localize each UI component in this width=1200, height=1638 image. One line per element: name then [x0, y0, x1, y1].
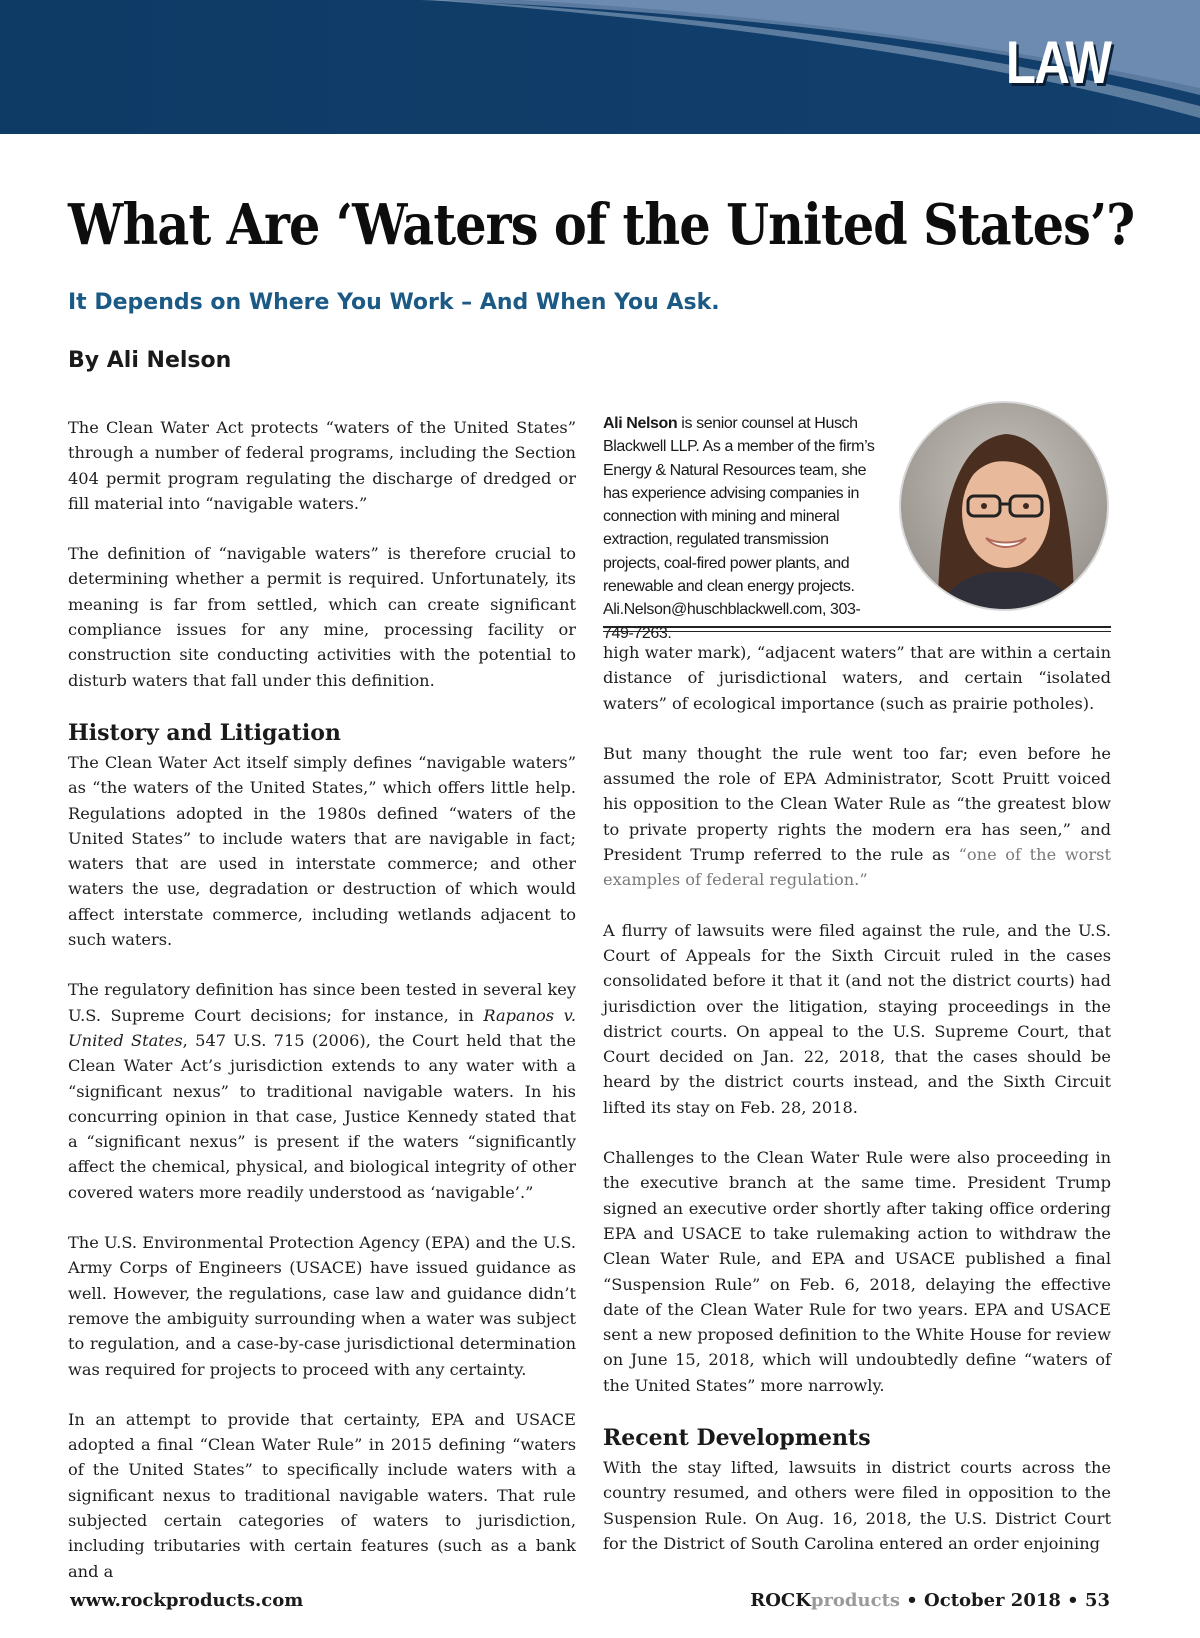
brand-products: products — [810, 1590, 901, 1611]
author-headshot — [898, 400, 1110, 612]
quote-link: “one of the worst examples of federal regulation.” — [603, 845, 1111, 890]
author-bio-text: is senior counsel at Husch Blackwell LLP. As a member of the firm’s Energy & Natural Resources team, she has experience advising companies in connection with mining and mineral extraction, regulated transmission projects, coal-fired power plants, and renewable and clean energy projects. Ali.Nelson@huschblackwell.com, 303-749-7263. — [603, 415, 875, 642]
left-column — [68, 415, 576, 1609]
paragraph: The definition of “navigable waters” is therefore crucial to determining whether a permit is required. Unfortunately, its meaning is far from settled, which can create significant compliance issues for any mine, processing facility or construction site conducting activities with the potential to disturb waters that fall under this definition. — [68, 544, 576, 690]
author-bio — [603, 412, 888, 645]
brand-rock: ROCK — [750, 1590, 811, 1611]
paragraph-rapanos — [68, 977, 576, 1205]
paragraph: A flurry of lawsuits were filed against the rule, and the U.S. Court of Appeals for the Sixth Circuit ruled in the cases consolidated before it that it (and not the district courts) had jurisdiction over the litigation, staying proceedings in the district courts. On appeal to the U.S. Supreme Court, that Court decided on Jan. 22, 2018, that the cases should be heard by the district courts instead, and the Sixth Circuit lifted its stay on Feb. 28, 2018. — [603, 920, 1111, 1117]
author-name: Ali Nelson — [603, 415, 678, 432]
paragraph: In an attempt to provide that certainty, EPA and USACE adopted a final “Clean Water Rule” in 2015 defining “waters of the United States” to specifically include waters with a significant nexus to traditional navigable waters. That rule subjected certain categories of waters to jurisdiction, including tributaries with certain features (such as a bank and a — [68, 1409, 576, 1581]
section-tag: LAW — [1005, 29, 1110, 96]
section-heading-history: History and Litigation — [68, 719, 341, 746]
text-run: , 547 U.S. 715 (2006), the Court held that the Clean Water Act’s jurisdiction extends to any water with a “significant nexus” to traditional navigable waters. In his concurring opinion in that case, Justice Kennedy stated that a “significant nexus” is present if the waters “significantly affect the chemical, physical, and biological integrity of other covered waters more readily understood as ‘navigable’.” — [68, 1030, 576, 1202]
footer-website: www.rockproducts.com — [70, 1590, 304, 1611]
footer-issue — [750, 1590, 1110, 1611]
text-run: The regulatory definition has since been tested in several key U.S. Supreme Court decisions; for instance, in — [68, 980, 576, 1025]
bio-divider-thin — [603, 631, 1111, 632]
paragraph: With the stay lifted, lawsuits in district courts across the country resumed, and others were filed in opposition to the Suspension Rule. On Aug. 16, 2018, the U.S. District Court for the District of South Carolina entered an order enjoining — [603, 1458, 1111, 1553]
issue-and-page: • October 2018 • 53 — [900, 1590, 1110, 1611]
paragraph: The U.S. Environmental Protection Agency (EPA) and the U.S. Army Corps of Engineers (USACE) have issued guidance as well. However, the regulations, case law and guidance didn’t remove the ambiguity surrounding when a water was subject to regulation, and a case-by-case jurisdictional determination was required for projects to proceed with any certainty. — [68, 1233, 576, 1379]
paragraph-pruitt — [603, 741, 1111, 893]
paragraph: high water mark), “adjacent waters” that are within a certain distance of jurisdictional waters, and certain “isolated waters” of ecological importance (such as prairie potholes). — [603, 643, 1111, 713]
article-title: What Are ‘Waters of the United States’? — [68, 192, 1135, 258]
right-column — [603, 640, 1111, 1581]
byline: By Ali Nelson — [68, 348, 232, 373]
paragraph: The Clean Water Act protects “waters of the United States” through a number of federal programs, including the Section 404 permit program regulating the discharge of dredged or fill material into “navigable waters.” — [68, 418, 576, 513]
article-subtitle: It Depends on Where You Work – And When You Ask. — [68, 290, 720, 315]
case-name: Rapanos v. United States — [68, 1005, 576, 1050]
paragraph: Challenges to the Clean Water Rule were also proceeding in the executive branch at the same time. President Trump signed an executive order shortly after taking office ordering EPA and USACE to take rulemaking action to withdraw the Clean Water Rule, and EPA and USACE published a final “Suspension Rule” on Feb. 6, 2018, delaying the effective date of the Clean Water Rule for two years. EPA and USACE sent a new proposed definition to the White House for review on June 15, 2018, which will undoubtedly define “waters of the United States” more narrowly. — [603, 1148, 1111, 1395]
bio-divider — [603, 626, 1111, 628]
paragraph: The Clean Water Act itself simply defines “navigable waters” as “the waters of the United States,” which offers little help. Regulations adopted in the 1980s defined “waters of the United States” to include waters that are navigable in fact; waters that are used in interstate commerce; and other waters the use, degradation or destruction of which would affect interstate commerce, including wetlands adjacent to such waters. — [68, 752, 576, 950]
section-heading-recent: Recent Developments — [603, 1425, 871, 1452]
text-run: But many thought the rule went too far; even before he assumed the role of EPA Administrator, Scott Pruitt voiced his opposition to the Clean Water Rule as “the greatest blow to private property rights the modern era has seen,” and President Trump referred to the rule as — [603, 743, 1111, 865]
